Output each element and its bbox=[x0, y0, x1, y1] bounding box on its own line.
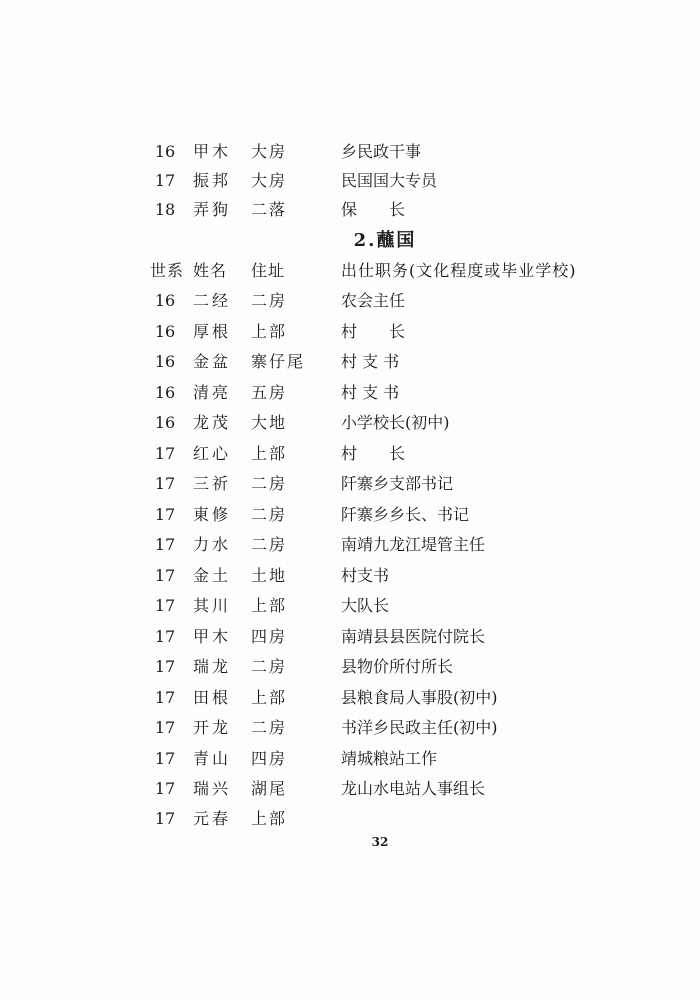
generation-cell: 17 bbox=[154, 596, 176, 615]
generation-cell: 16 bbox=[154, 413, 176, 432]
address-cell: 五房 bbox=[251, 383, 288, 402]
name-cell: 龙茂 bbox=[193, 413, 232, 432]
position-cell: 龙山水电站人事组长 bbox=[341, 779, 486, 798]
name-cell: 三祈 bbox=[193, 474, 232, 493]
address-cell: 四房 bbox=[251, 749, 288, 768]
position-cell: 乡民政干事 bbox=[341, 142, 422, 161]
address-cell: 大地 bbox=[251, 413, 288, 432]
position-cell: 村支书 bbox=[341, 566, 390, 585]
table-row bbox=[0, 500, 700, 530]
table-row bbox=[0, 744, 700, 774]
address-cell: 二落 bbox=[251, 200, 288, 219]
table-row bbox=[0, 804, 700, 834]
generation-cell: 17 bbox=[154, 505, 176, 524]
position-cell: 阡寨乡乡长、书记 bbox=[341, 505, 470, 524]
name-cell: 力水 bbox=[193, 535, 232, 554]
position-cell: 村 支 书 bbox=[341, 383, 400, 402]
table-row bbox=[0, 408, 700, 438]
position-cell: 保 长 bbox=[341, 200, 406, 219]
position-cell: 大队长 bbox=[341, 596, 390, 615]
address-cell: 二房 bbox=[251, 474, 288, 493]
table-row bbox=[0, 530, 700, 560]
address-cell: 湖尾 bbox=[251, 779, 288, 798]
generation-cell: 17 bbox=[154, 779, 176, 798]
table-header bbox=[0, 256, 700, 286]
table-row bbox=[0, 317, 700, 347]
generation-cell: 17 bbox=[154, 535, 176, 554]
table-row bbox=[0, 137, 700, 167]
generation-cell: 17 bbox=[154, 474, 176, 493]
generation-cell: 17 bbox=[154, 657, 176, 676]
table-row bbox=[0, 378, 700, 408]
name-cell: 红心 bbox=[193, 444, 232, 463]
generation-cell: 16 bbox=[154, 322, 176, 341]
name-cell: 青山 bbox=[193, 749, 232, 768]
name-cell: 瑞兴 bbox=[193, 779, 232, 798]
position-cell: 南靖九龙江堤管主任 bbox=[341, 535, 486, 554]
address-cell: 二房 bbox=[251, 291, 288, 310]
table-row bbox=[0, 286, 700, 316]
name-cell: 开龙 bbox=[193, 718, 232, 737]
position-cell: 县物价所付所长 bbox=[341, 657, 454, 676]
address-cell: 寨仔尾 bbox=[251, 352, 306, 371]
table-row bbox=[0, 683, 700, 713]
position-cell: 县粮食局人事股(初中) bbox=[341, 688, 498, 707]
table-row bbox=[0, 347, 700, 377]
address-cell: 二房 bbox=[251, 718, 288, 737]
generation-cell: 17 bbox=[154, 809, 176, 828]
table-row bbox=[0, 561, 700, 591]
address-cell: 四房 bbox=[251, 627, 288, 646]
position-cell: 村 支 书 bbox=[341, 352, 400, 371]
position-cell: 村 长 bbox=[341, 444, 406, 463]
generation-cell: 16 bbox=[154, 142, 176, 161]
position-cell: 村 长 bbox=[341, 322, 406, 341]
table-row bbox=[0, 774, 700, 804]
address-cell: 二房 bbox=[251, 657, 288, 676]
name-cell: 二经 bbox=[193, 291, 232, 310]
table-row bbox=[0, 166, 700, 196]
table-row bbox=[0, 195, 700, 225]
generation-cell: 17 bbox=[154, 718, 176, 737]
table-row bbox=[0, 439, 700, 469]
name-cell: 振邦 bbox=[193, 171, 232, 190]
generation-cell: 17 bbox=[154, 566, 176, 585]
position-cell: 民国国大专员 bbox=[341, 171, 438, 190]
position-cell: 小学校长(初中) bbox=[341, 413, 450, 432]
address-cell: 大房 bbox=[251, 171, 288, 190]
name-cell: 金盆 bbox=[193, 352, 232, 371]
generation-cell: 17 bbox=[154, 171, 176, 190]
name-cell: 甲木 bbox=[193, 627, 232, 646]
generation-cell: 17 bbox=[154, 749, 176, 768]
address-cell: 上部 bbox=[251, 809, 288, 828]
header-generation: 世系 bbox=[150, 261, 185, 280]
name-cell: 金土 bbox=[193, 566, 232, 585]
generation-cell: 16 bbox=[154, 383, 176, 402]
generation-cell: 17 bbox=[154, 688, 176, 707]
header-address: 住址 bbox=[251, 261, 286, 280]
address-cell: 二房 bbox=[251, 535, 288, 554]
address-cell: 土地 bbox=[251, 566, 288, 585]
name-cell: 清亮 bbox=[193, 383, 232, 402]
position-cell: 靖城粮站工作 bbox=[341, 749, 438, 768]
table-row bbox=[0, 469, 700, 499]
name-cell: 甲木 bbox=[193, 142, 232, 161]
table-row bbox=[0, 622, 700, 652]
section-title: 2.蘸国 bbox=[353, 230, 417, 251]
position-cell: 书洋乡民政主任(初中) bbox=[341, 718, 498, 737]
name-cell: 瑞龙 bbox=[193, 657, 232, 676]
address-cell: 大房 bbox=[251, 142, 288, 161]
generation-cell: 16 bbox=[154, 291, 176, 310]
name-cell: 其川 bbox=[193, 596, 232, 615]
table-row bbox=[0, 591, 700, 621]
page-number: 32 bbox=[371, 835, 389, 849]
name-cell: 田根 bbox=[193, 688, 232, 707]
header-position: 出仕职务(文化程度或毕业学校) bbox=[341, 261, 577, 280]
position-cell: 农会主任 bbox=[341, 291, 406, 310]
generation-cell: 16 bbox=[154, 352, 176, 371]
name-cell: 元春 bbox=[193, 809, 232, 828]
generation-cell: 17 bbox=[154, 627, 176, 646]
address-cell: 上部 bbox=[251, 688, 288, 707]
header-name: 姓名 bbox=[193, 261, 228, 280]
address-cell: 二房 bbox=[251, 505, 288, 524]
name-cell: 弄狗 bbox=[193, 200, 232, 219]
position-cell: 南靖县县医院付院长 bbox=[341, 627, 486, 646]
name-cell: 東修 bbox=[193, 505, 232, 524]
table-row bbox=[0, 652, 700, 682]
position-cell: 阡寨乡支部书记 bbox=[341, 474, 454, 493]
table-row bbox=[0, 713, 700, 743]
name-cell: 厚根 bbox=[193, 322, 232, 341]
generation-cell: 17 bbox=[154, 444, 176, 463]
address-cell: 上部 bbox=[251, 444, 288, 463]
address-cell: 上部 bbox=[251, 596, 288, 615]
generation-cell: 18 bbox=[154, 200, 176, 219]
address-cell: 上部 bbox=[251, 322, 288, 341]
